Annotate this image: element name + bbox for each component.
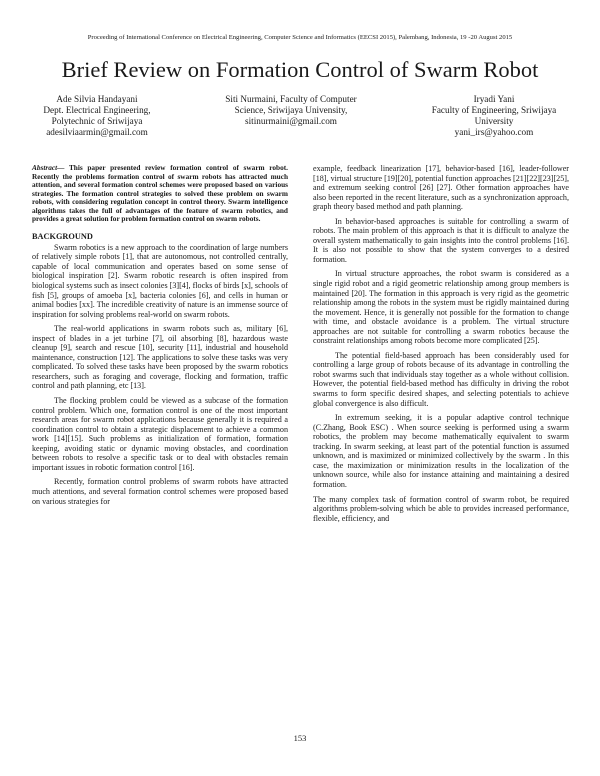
page-number: 153 — [293, 733, 307, 743]
body-paragraph: In extremum seeking, it is a popular adaptive control technique (C.Zhang, Book ESC) . When source seeking is performed using a swarm robotics, the problem may become mathematically equivalent to swarm tracking. In swarm seeking, at least part of the potential function is assumed unknown, and is maximized or minimized collectively by the swarm . In this case, the maximization or minimization results in the localization of the unknown source, while also for instance attaining and maintaining a desired formation. — [313, 413, 569, 489]
body-paragraph: The potential field-based approach has been considerably used for controlling a large group of robots because of its advantage in controlling the robot swarms such that individuals stay together as a whole without collision. However, the potential field-based method has difficulty in driving the robot swarms to form specific desired shapes, and selecting potentials to achieve global convergence is also difficult. — [313, 350, 569, 408]
author-2 — [198, 94, 384, 138]
running-head: Proceeding of International Conference on Electrical Engineering, Computer Science and Informatics (EECSI 2015), Palembang, Indonesia, 19 -20 August 2015 — [87, 34, 513, 41]
body-paragraph: example, feedback linearization [17], behavior-based [16], leader-follower [18], virtual structure [19][20], potential function approaches [21][22][23][25], and extremum seeking control [26] [27]. Other formation approaches have also been reported in the recent literature, such as a synchronization approach, graph theory based method and path planning. — [313, 164, 569, 212]
author-affiliation: University — [474, 116, 514, 126]
author-affiliation: Dept. Electrical Engineering, — [43, 105, 151, 115]
author-block — [18, 94, 582, 138]
author-email: yani_irs@yahoo.com — [454, 127, 534, 137]
abstract-text: This paper presented review formation control of swarm robot. Recently the problems formation control of swarm robots has attracted much attention, and several formation control schemes were proposed based on various strategies. The formation control strategies to solved these problem on swarm robots, with considering regulation concept in control theory. Swarm intelligence algorithms takes the full of advantages of the feature of swarm robotics, and provides a great solution for problem formation control on swarm robots. — [32, 163, 288, 224]
author-affiliation: Faculty of Engineering, Sriwijaya — [431, 105, 557, 115]
abstract-label: Abstract— — [32, 163, 65, 172]
author-email: adesilviaarmin@gmail.com — [46, 127, 148, 137]
body-paragraph: The many complex task of formation control of swarm robot, be required algorithms problem-solving which be able to provides increased performance, flexible, efficiency, and — [313, 494, 569, 523]
abstract — [32, 164, 288, 224]
author-3 — [406, 94, 582, 138]
body-paragraph: Swarm robotics is a new approach to the coordination of large numbers of relatively simple robots [1], that are autonomous, not controlled centrally, capable of local communication and operates based on some sense of biological inspiration [2]. Swarm robotic research is often inspired from biological systems such as insect colonies [3][4], flocks of birds [x], schools of fish [5], groups of amoeba [x], bacteria colonies [6], and cells in human or animal bodies [xx]. The incredible creativity of nature is an immense source of inspiration for solving problems real-world on swarm robots. — [32, 242, 288, 319]
body-paragraph: In virtual structure approaches, the robot swarm is considered as a single rigid robot and a rigid geometric relationship among group members is maintained [20]. The formation in this approach is very rigid as the geometric relationship among the robots in the system must be rigidly maintained during the movement. Hence, it is generally not possible for the formation to change with time, and obstacle avoidance is a problem. The virtual structure approaches are not suitable for controlling a swarm robotics because the constraint relationships among robots become more complicated [25]. — [313, 269, 569, 346]
body-paragraph: The real-world applications in swarm robots such as, military [6], inspect of blades in a jet turbine [7], oil absorbing [8], hazardous waste cleanup [9], search and rescue [10], security [11], industrial and household maintenance, construction [12]. The applications to solve these tasks was very complicated. To solved these tasks have been proposed by the swarm robotics researchers, such as foraging and coverage, flocking and formation, traffic control and path planning, etc [13]. — [32, 324, 288, 391]
right-column — [313, 164, 569, 528]
body-paragraph: The flocking problem could be viewed as a subcase of the formation control problem. Which one, formation control is one of the most important research areas for swarm robot applications because generally it is required a coordination control to obtain a strategic displacement to achieve a common work [14][15]. Such problems as initialization of formation, formation keeping, avoiding static or dynamic moving obstacles, and coordination between robots to resolve a specific task or to deal with obstacles remain important issues in robotic formation control [16]. — [32, 396, 288, 472]
paper-title: Brief Review on Formation Control of Swarm Robot — [61, 57, 539, 82]
author-name: Iryadi Yani — [473, 94, 515, 104]
left-column — [32, 164, 288, 511]
author-name: Ade Silvia Handayani — [56, 94, 138, 104]
section-heading-background: BACKGROUND — [32, 231, 93, 241]
author-email: sitinurmaini@gmail.com — [245, 116, 337, 126]
author-name: Siti Nurmaini, Faculty of Computer — [225, 94, 357, 104]
body-paragraph: Recently, formation control problems of swarm robots have attracted much attentions, and several formation control schemes were proposed based on various strategies for — [32, 477, 288, 506]
author-1 — [18, 94, 176, 138]
author-affiliation: Polytechnic of Sriwijaya — [51, 116, 143, 126]
author-affiliation: Science, Sriwijaya Univensity, — [234, 105, 348, 115]
body-paragraph: In behavior-based approaches is suitable for controlling a swarm of robots. The main problem of this approach is that it is difficult to analyze the overall system mathematically to gain insights into the control problems [16]. It is also not possible to show that the system converges to a desired formation. — [313, 216, 569, 264]
